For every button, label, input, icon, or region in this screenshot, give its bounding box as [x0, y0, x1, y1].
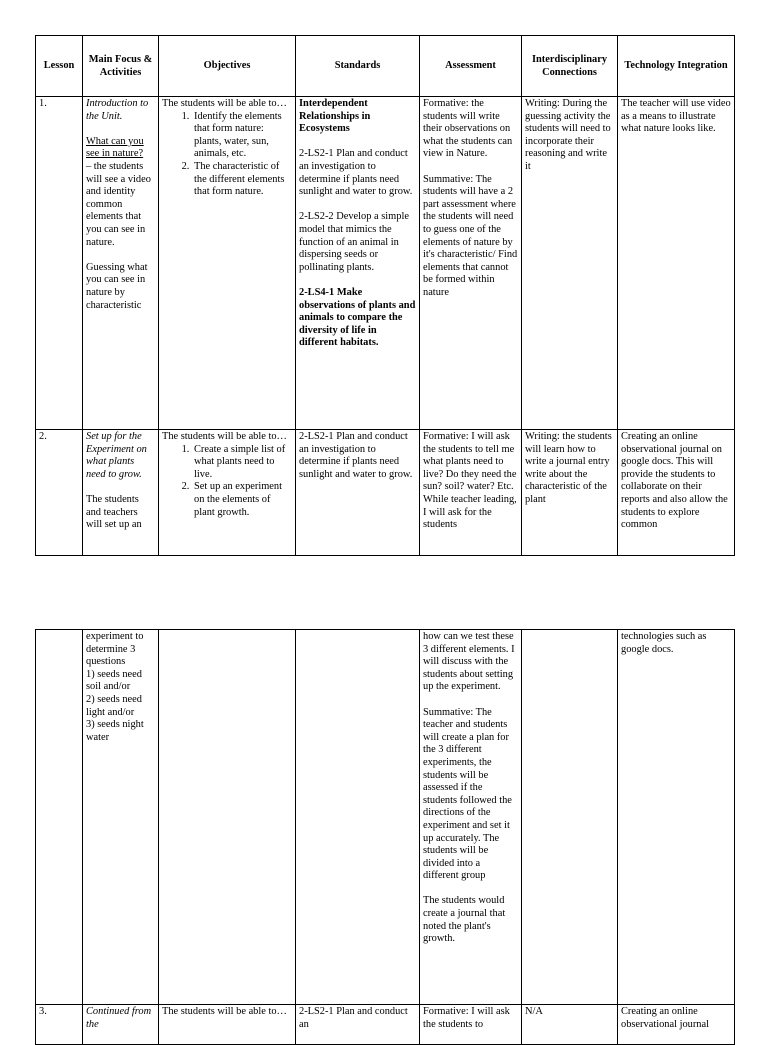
- objective-item: 1. Identify the elements that form nature: plants, water, sun, animals, etc.: [192, 111, 292, 161]
- header-main-focus: Main Focus & Activities: [83, 36, 159, 97]
- objective-item: 2. The characteristic of the different elements that form nature.: [192, 161, 292, 199]
- header-assessment: Assessment: [420, 36, 522, 97]
- technology-text: Creating an online observational journal on google docs. This will provide the students to collaborate on their reports and also allow the students to explore common: [621, 431, 728, 531]
- interdisciplinary-cell: Writing: During the guessing activity the students will need to incorporate their reasoning and write it: [522, 97, 618, 430]
- lesson-plan-table-continued: [35, 629, 735, 1045]
- technology-cell: [618, 430, 735, 556]
- focus-line: 2) seeds need light and/or: [86, 693, 142, 718]
- objective-item: 1. Create a simple list of what plants need to live.: [192, 444, 292, 482]
- lesson-plan-table: [35, 35, 735, 556]
- objectives-intro: The students will be able to…: [162, 431, 287, 442]
- lesson-number: 3.: [36, 1005, 83, 1045]
- objectives-cell: The students will be able to…: [159, 1005, 296, 1045]
- header-technology: Technology Integration: [618, 36, 735, 97]
- focus-title: Set up for the Experiment on what plants need to grow.: [86, 431, 147, 480]
- main-focus-cell: [83, 630, 159, 1005]
- focus-description: The students and teachers will set up an: [86, 493, 142, 531]
- standard-item: 2-LS2-2 Develop a simple model that mimics the function of an animal in dispersing seeds or pollinating plants.: [299, 211, 409, 273]
- assessment-journal: The students would create a journal that noted the plant's growth.: [423, 895, 506, 945]
- technology-cell: Creating an online observational journal: [618, 1005, 735, 1045]
- header-standards: Standards: [296, 36, 420, 97]
- header-row: [36, 36, 735, 97]
- assessment-continued: how can we test these 3 different elements. I will discuss with the students about setting up the experiment.: [423, 631, 515, 693]
- lesson-row-2: [36, 430, 735, 556]
- standard-item: 2-LS4-1 Make observations of plants and animals to compare the diversity of life in different habitats.: [299, 286, 416, 349]
- standards-title: Interdependent Relationships in Ecosystems: [299, 98, 371, 135]
- objectives-list: [162, 444, 292, 520]
- assessment-cell: Formative: I will ask the students to: [420, 1005, 522, 1045]
- header-lesson: Lesson: [36, 36, 83, 97]
- standard-item: 2-LS2-1 Plan and conduct an investigation to determine if plants need sunlight and water to grow.: [299, 148, 413, 198]
- assessment-cell: [420, 430, 522, 556]
- technology-cell: The teacher will use video as a means to illustrate what nature looks like.: [618, 97, 735, 430]
- assessment-cell: [420, 630, 522, 1005]
- focus-line: 3) seeds night water: [86, 719, 144, 743]
- objectives-cell: [159, 97, 296, 430]
- assessment-cell: [420, 97, 522, 430]
- standards-cell: 2-LS2-1 Plan and conduct an investigation to determine if plants need sunlight and water to grow.: [296, 430, 420, 556]
- main-focus-cell: [83, 430, 159, 556]
- standards-cell: 2-LS2-1 Plan and conduct an: [296, 1005, 420, 1045]
- assessment-summative: Summative: The teacher and students will create a plan for the 3 different experiments, the students will be assessed if the students followed the directions of the experiment and set it up accurately. The students will be divided into a different group: [423, 706, 512, 882]
- interdisciplinary-cell: Writing: the students will learn how to write a journal entry write about the characteristic of the plant: [522, 430, 618, 556]
- header-objectives: Objectives: [159, 36, 296, 97]
- main-focus-cell: [83, 97, 159, 430]
- technology-cell: technologies such as google docs.: [618, 630, 735, 1005]
- focus-title: Introduction to the Unit.: [86, 98, 149, 122]
- assessment-formative: Formative: the students will write their observations on what the students can view in Nature.: [423, 98, 513, 160]
- objective-item: 2. Set up an experiment on the elements of plant growth.: [192, 481, 292, 519]
- main-focus-cell: Continued from the: [83, 1005, 159, 1045]
- header-interdisciplinary: Interdisciplinary Connections: [522, 36, 618, 97]
- standards-cell: [296, 97, 420, 430]
- objectives-cell: [159, 430, 296, 556]
- lesson-row-3: [36, 1005, 735, 1045]
- focus-description: – the students will see a video and identity common elements that you can see in nature.: [86, 160, 151, 248]
- lesson-number: 1.: [36, 97, 83, 430]
- objectives-list: [162, 111, 292, 199]
- focus-line: 1) seeds need soil and/or: [86, 668, 142, 693]
- focus-line: experiment to determine 3 questions: [86, 631, 144, 668]
- lesson-number: 2.: [36, 430, 83, 556]
- lesson-row-1: [36, 97, 735, 430]
- assessment-text: Formative: I will ask the students to tell me what plants need to live? Do they need the sun? soil? water? Etc. While teacher leading, I will ask for the students: [423, 431, 517, 531]
- interdisciplinary-cell: N/A: [522, 1005, 618, 1045]
- focus-extra: Guessing what you can see in nature by characteristic: [86, 261, 148, 311]
- continued-row: [36, 630, 735, 1005]
- assessment-summative: Summative: The students will have a 2 part assessment where the students will need to guess one of the elements of nature by it's characteristic/ Find elements that cannot be formed within nature: [423, 173, 518, 298]
- focus-question: What can you see in nature?: [86, 135, 144, 160]
- objectives-intro: The students will be able to…: [162, 98, 287, 109]
